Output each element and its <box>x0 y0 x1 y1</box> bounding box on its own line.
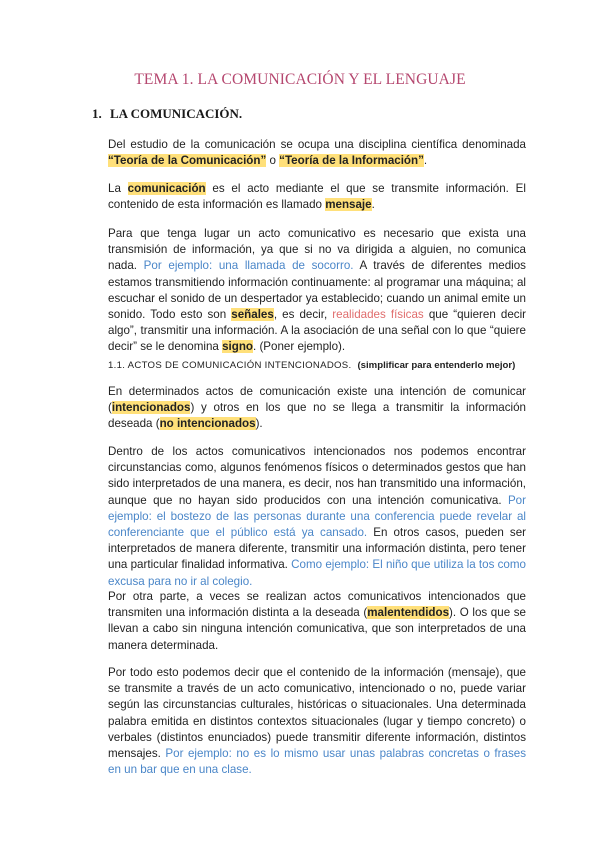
text: . <box>423 154 428 168</box>
text: que “quieren decir algo”, transmitir una información. A la asociación de una señal con lo que “quiere decir” se le denomina <box>108 308 527 354</box>
text: ). O los que se llevan a cabo sin ninguna intención comunicativa, que son interpretados de una manera determinada. <box>108 606 526 652</box>
text: Del estudio de la comunicación se ocupa una disciplina científica denominada <box>108 138 526 151</box>
text: es el acto mediante el que se transmite información. El contenido de esta información es llamado <box>108 182 526 212</box>
highlight: intencionados <box>111 401 191 415</box>
text: Para que tenga lugar un acto comunicativo es necesario que exista una transmisión de información, ya que si no va dirigida a alguien, no comunica nada. <box>108 227 526 273</box>
text: , es decir, <box>273 308 333 322</box>
highlight: signo <box>222 340 253 354</box>
paragraph-7 <box>108 665 526 778</box>
paragraph-5 <box>108 444 526 590</box>
highlight: señales <box>231 308 274 322</box>
page-title: TEMA 1. LA COMUNICACIÓN Y EL LENGUAJE <box>134 71 466 88</box>
text: . (Poner ejemplo). <box>253 340 346 354</box>
paragraph-3 <box>108 226 526 356</box>
text: En determinados actos de comunicación existe una intención de comunicar ( <box>108 385 526 415</box>
text: Dentro de los actos comunicativos intencionados nos podemos encontrar circunstancias como, algunos fenómenos físicos o determinados gestos que han sido interpretados de una manera, es decir, nos han transmitido una información, aunque que no hayan sido producidos con una intención comunicativa. <box>108 445 526 507</box>
text: Por todo esto podemos decir que el contenido de la información (mensaje), que se transmite a través de un acto comunicativo, intencionado o no, puede variar según las circunstancias culturales, históricas o situacionales. Una determinada palabra emitida en distintos contextos situacionales (lugar y tiempo concreto) o verbales (distintos enunciados) puede transmitir diferente información, distintos mensajes. <box>108 666 526 761</box>
text: ). <box>255 417 263 431</box>
highlight: “Teoría de la Comunicación” <box>108 154 267 168</box>
text: La <box>108 182 128 195</box>
text: o <box>266 154 280 168</box>
highlight: no intencionados <box>159 417 256 431</box>
highlight: “Teoría de la Información” <box>279 154 424 168</box>
text: En otros casos, pueden ser interpretados de manera diferente, transmitir una información distinta, pero tener una particular finalidad informativa. <box>108 526 526 572</box>
paragraph-1 <box>108 137 526 169</box>
paragraph-2 <box>108 181 526 213</box>
section-title: LA COMUNICACIÓN. <box>110 106 243 121</box>
subsection-heading <box>108 358 515 374</box>
subsection-title: 1.1. ACTOS DE COMUNICACIÓN INTENCIONADOS. <box>108 360 352 371</box>
example-text: Por ejemplo: una llamada de socorro. <box>143 259 354 273</box>
highlight: comunicación <box>127 182 206 195</box>
paragraph-4 <box>108 384 526 433</box>
example-text: Por ejemplo: el bostezo de las personas durante una conferencia puede revelar al conferenciante que el público está ya cansado. <box>108 493 526 540</box>
emphasis-text: realidades físicas <box>332 308 424 322</box>
example-text: Por ejemplo: no es lo mismo usar unas palabras concretas o frases en un bar que en una clase. <box>108 747 527 777</box>
text: A través de diferentes medios estamos transmitiendo información continuamente: al programar una máquina; al escuchar el sonido de un despertador ya establecido; cuando un animal emite un sonido. Todo esto son <box>108 259 526 322</box>
section-heading-1 <box>92 106 242 122</box>
example-text: Como ejemplo: El niño que utiliza la tos como excusa para no ir al colegio. <box>108 558 526 588</box>
highlight: malentendidos <box>367 606 450 620</box>
text: ) y otros en los que no se llega a transmitir la información deseada ( <box>108 401 526 431</box>
paragraph-6 <box>108 589 526 654</box>
section-number: 1. <box>92 106 102 121</box>
subsection-note: (simplificar para entenderlo mejor) <box>357 360 516 371</box>
text: . <box>371 198 375 212</box>
text: Por otra parte, a veces se realizan actos comunicativos intencionados que transmiten una información distinta a la deseada ( <box>108 590 526 620</box>
highlight: mensaje <box>325 198 372 212</box>
